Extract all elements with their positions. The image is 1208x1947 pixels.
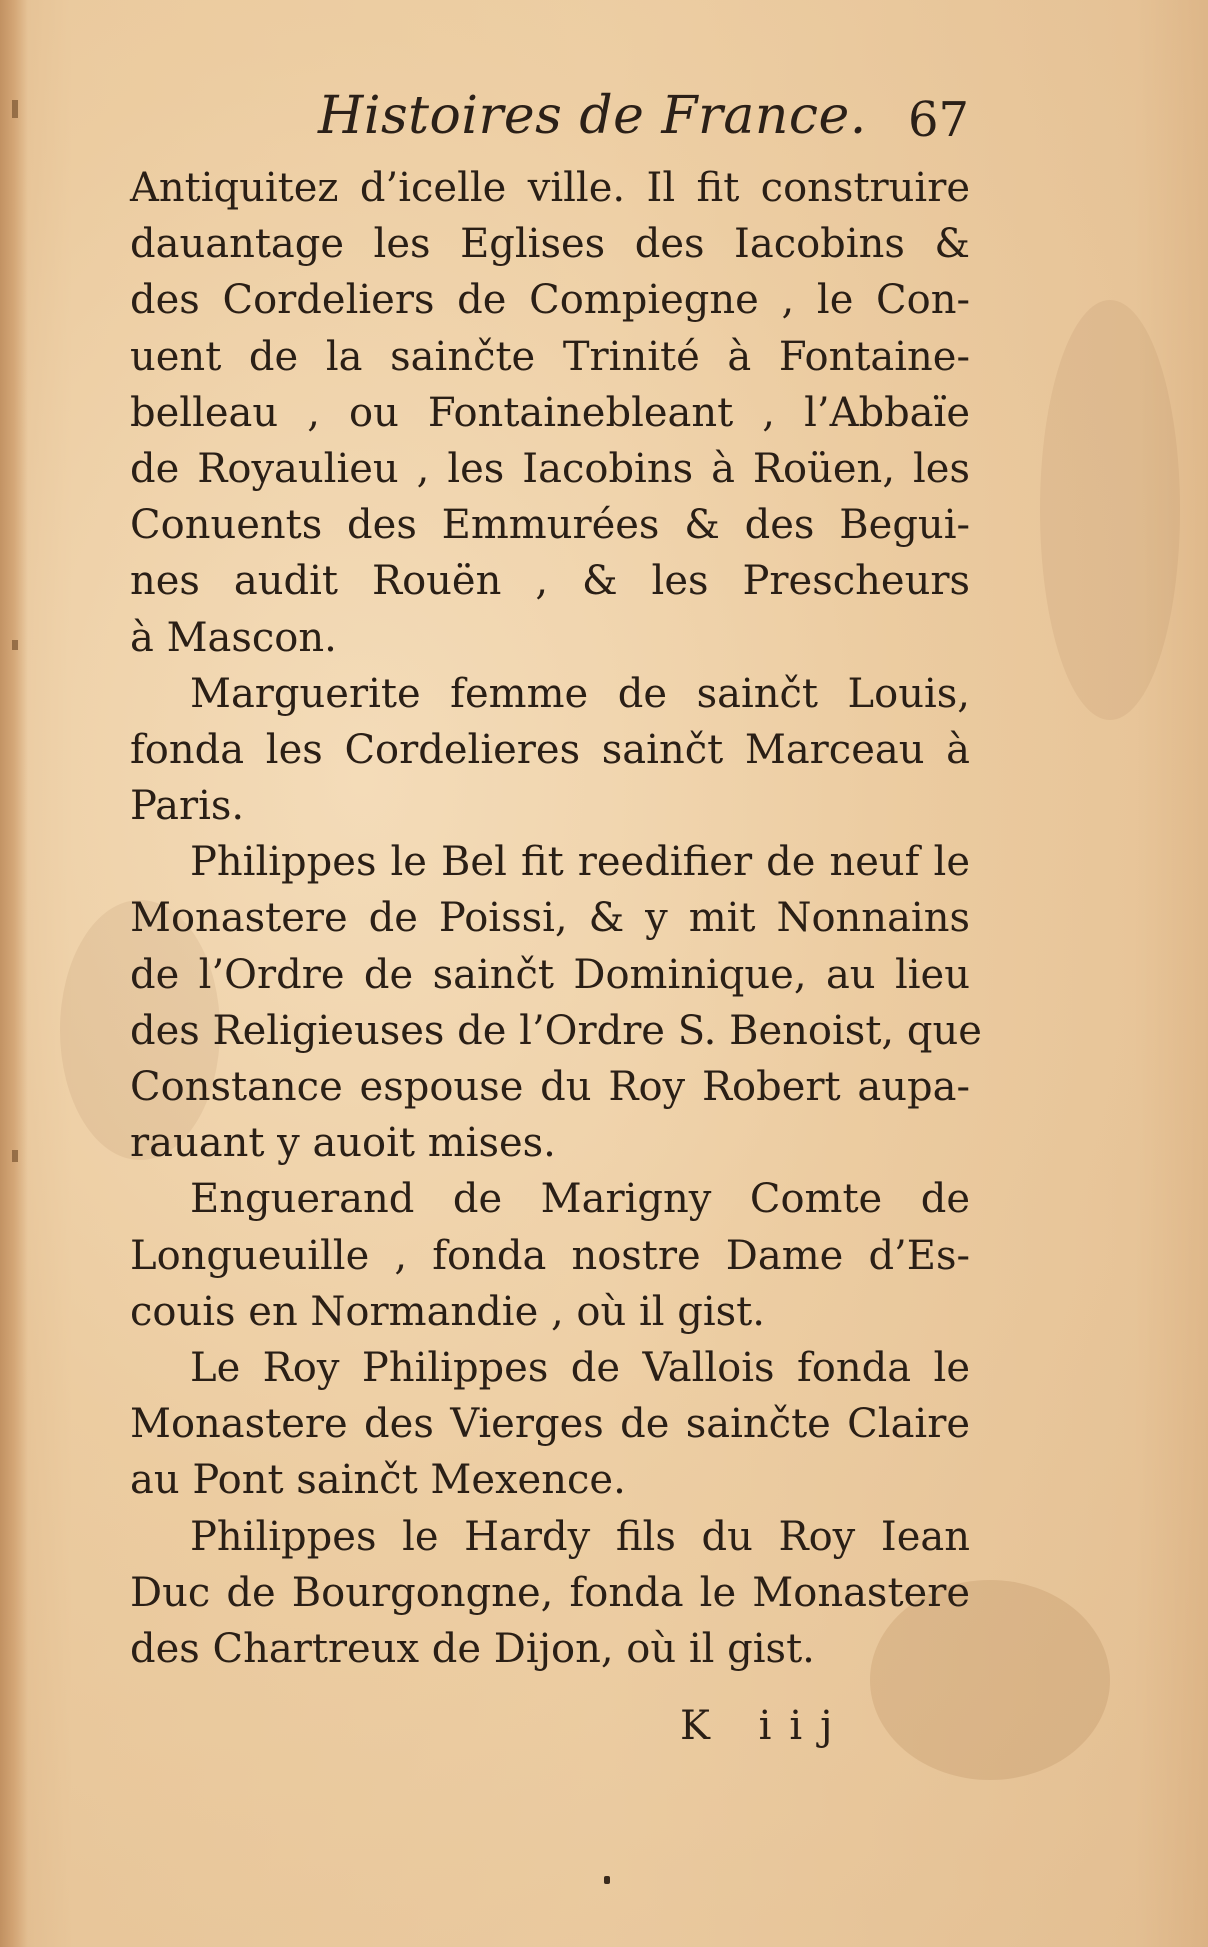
text-line: rauant y auoit mises.	[130, 1120, 556, 1167]
text-line: Constance espouse du Roy Robert aupa-	[130, 1064, 970, 1110]
text-line: nes audit Rouën , & les Prescheurs	[130, 558, 970, 605]
text-line: Conuents des Emmurées & des Begui-	[130, 502, 970, 549]
signature-mark: K iij	[680, 1703, 851, 1749]
text-line: Philippes le Hardy fils du Roy Iean	[190, 1513, 970, 1560]
ink-dot	[604, 1876, 610, 1884]
binding-mark	[12, 1150, 18, 1162]
text-line: Duc de Bourgongne, fonda le Monastere	[130, 1569, 970, 1616]
text-line: des Religieuses de l’Ordre S. Benoist, que	[130, 1007, 982, 1054]
text-line: de l’Ordre de sainčt Dominique, au lieu	[130, 951, 970, 998]
text-line: à Mascon.	[130, 614, 337, 661]
body-text	[130, 160, 982, 1677]
binding-mark	[12, 640, 18, 650]
text-line: dauantage les Eglises des Iacobins &	[130, 221, 970, 268]
text-line: des Cordeliers de Compiegne , le Con-	[130, 277, 970, 324]
text-line: de Royaulieu , les Iacobins à Roüen, les	[130, 445, 970, 492]
text-line: Longueuille , fonda nostre Dame d’Es-	[130, 1232, 970, 1279]
text-line: Monastere des Vierges de sainčte Claire	[130, 1401, 970, 1448]
text-line: fonda les Cordelieres sainčt Marceau à	[130, 726, 970, 773]
page-binding-edge	[0, 0, 28, 1947]
page-number: 67	[908, 92, 970, 148]
page-header	[0, 86, 1208, 156]
text-line: uent de la sainčte Trinité à Fontaine-	[130, 333, 970, 380]
text-line: Antiquitez d’icelle ville. Il fit construire	[130, 165, 970, 211]
text-line: Enguerand de Marigny Comte de	[190, 1176, 970, 1223]
text-line: Paris.	[130, 783, 245, 830]
text-line: Marguerite femme de sainčt Louis,	[190, 670, 970, 717]
text-line: belleau , ou Fontainebleant , l’Abbaïe	[130, 389, 970, 436]
running-title: Histoires de France.	[318, 86, 867, 146]
paper-stain	[1040, 300, 1180, 720]
text-line: couis en Normandie , où il gist.	[130, 1288, 765, 1335]
text-line: au Pont sainčt Mexence.	[130, 1457, 626, 1504]
text-line: Monastere de Poissi, & y mit Nonnains	[130, 895, 970, 942]
text-line: des Chartreux de Dijon, où il gist.	[130, 1625, 815, 1672]
text-line: Philippes le Bel fit reedifier de neuf le	[190, 839, 970, 886]
text-line: Le Roy Philippes de Vallois fonda le	[190, 1344, 970, 1391]
